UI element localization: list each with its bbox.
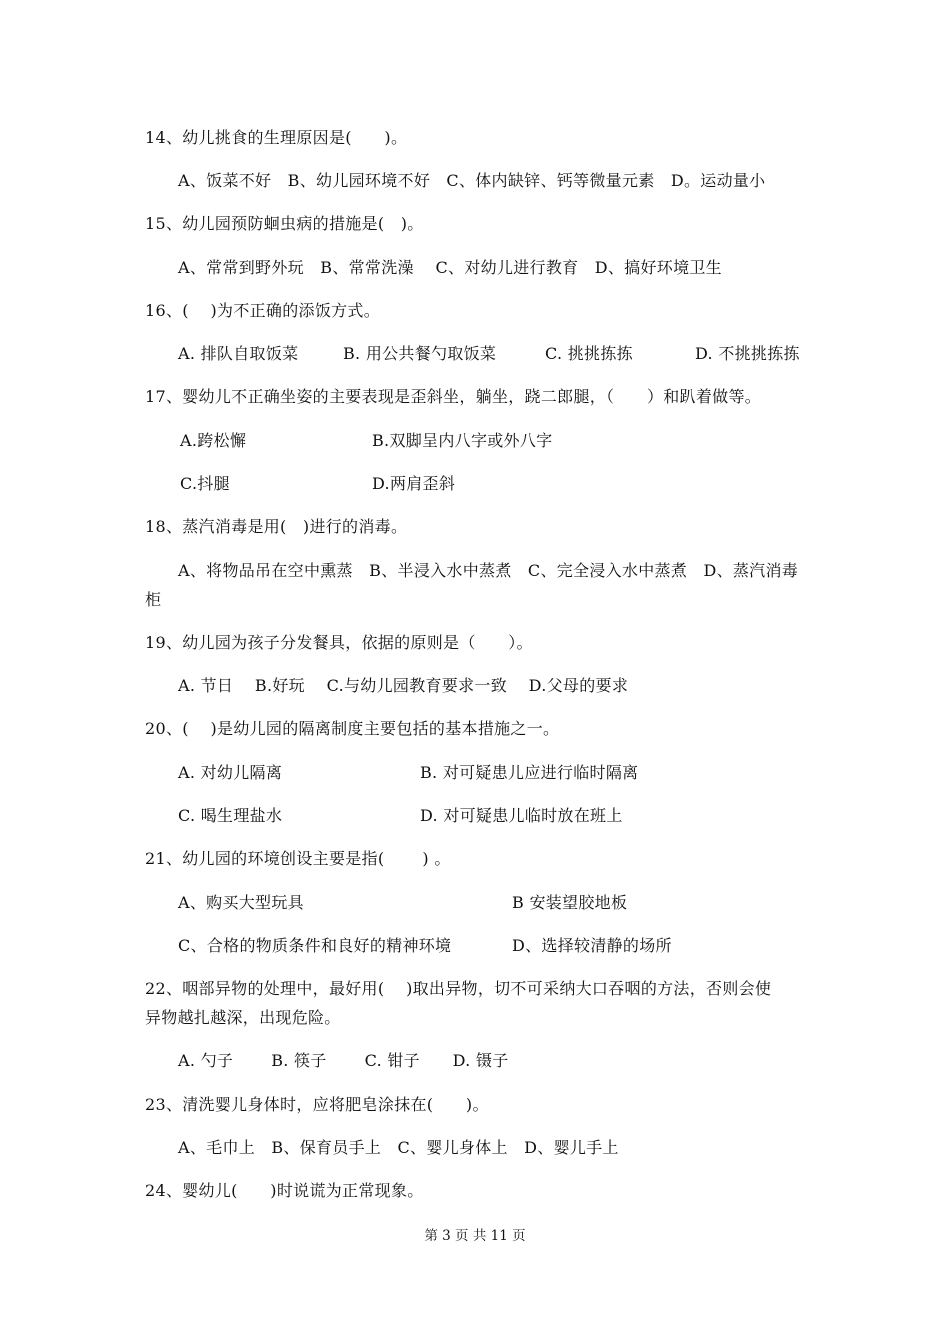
question-22-options: A. 勺子 B. 筷子 C. 钳子 D. 镊子	[178, 1051, 509, 1070]
question-20-stem: 20、( )是幼儿园的隔离制度主要包括的基本措施之一。	[145, 719, 560, 738]
question-16-option-d: D. 不挑挑拣拣	[695, 344, 800, 363]
question-23-stem: 23、清洗婴儿身体时，应将肥皂涂抹在( )。	[145, 1095, 489, 1114]
question-14-options: A、饭菜不好 B、幼儿园环境不好 C、体内缺锌、钙等微量元素 D。运动量小	[178, 171, 766, 190]
question-17-option-d: D.两肩歪斜	[372, 474, 456, 493]
question-16-option-b: B. 用公共餐勺取饭菜	[343, 344, 497, 363]
question-17-option-b: B.双脚呈内八字或外八字	[372, 431, 553, 450]
page-footer: 第 3 页 共 11 页	[424, 1228, 526, 1244]
question-16-stem: 16、( )为不正确的添饭方式。	[145, 301, 381, 320]
question-21-option-b: B 安装望胶地板	[512, 893, 628, 912]
question-22-stem-line2: 异物越扎越深，出现危险。	[145, 1008, 341, 1027]
question-16-option-a: A. 排队自取饭菜	[178, 344, 299, 363]
question-17-option-c: C.抖腿	[180, 474, 230, 493]
question-18-options-line1: A、将物品吊在空中熏蒸 B、半浸入水中蒸煮 C、完全浸入水中蒸煮 D、蒸汽消毒	[178, 561, 799, 580]
question-15-stem: 15、幼儿园预防蛔虫病的措施是( )。	[145, 214, 424, 233]
question-17-stem: 17、婴幼儿不正确坐姿的主要表现是歪斜坐，躺坐，跷二郎腿，（ ）和趴着做等。	[145, 387, 762, 406]
question-21-option-d: D、选择较清静的场所	[512, 936, 672, 955]
question-22-stem-line1: 22、咽部异物的处理中，最好用( )取出异物，切不可采纳大口吞咽的方法，否则会使	[145, 979, 772, 998]
question-14-stem: 14、幼儿挑食的生理原因是( )。	[145, 128, 408, 147]
question-19-stem: 19、幼儿园为孩子分发餐具，依据的原则是（ ）。	[145, 633, 533, 652]
question-18-stem: 18、蒸汽消毒是用( )进行的消毒。	[145, 517, 408, 536]
question-20-option-b: B. 对可疑患儿应进行临时隔离	[420, 763, 639, 782]
question-17-option-a: A.跨松懈	[180, 431, 247, 450]
question-16-option-c: C. 挑挑拣拣	[545, 344, 633, 363]
question-20-option-d: D. 对可疑患儿临时放在班上	[420, 806, 623, 825]
question-21-stem: 21、幼儿园的环境创设主要是指( ) 。	[145, 849, 451, 868]
question-21-option-a: A、购买大型玩具	[178, 893, 304, 912]
question-18-options-line2: 柜	[145, 590, 162, 609]
question-20-option-a: A. 对幼儿隔离	[178, 763, 283, 782]
question-24-stem: 24、婴幼儿( )时说谎为正常现象。	[145, 1181, 424, 1200]
question-15-options: A、常常到野外玩 B、常常洗澡 C、对幼儿进行教育 D、搞好环境卫生	[178, 258, 722, 277]
question-20-option-c: C. 喝生理盐水	[178, 806, 283, 825]
question-19-options: A. 节日 B.好玩 C.与幼儿园教育要求一致 D.父母的要求	[178, 676, 629, 695]
question-21-option-c: C、合格的物质条件和良好的精神环境	[178, 936, 452, 955]
question-23-options: A、毛巾上 B、保育员手上 C、婴儿身体上 D、婴儿手上	[178, 1138, 619, 1157]
